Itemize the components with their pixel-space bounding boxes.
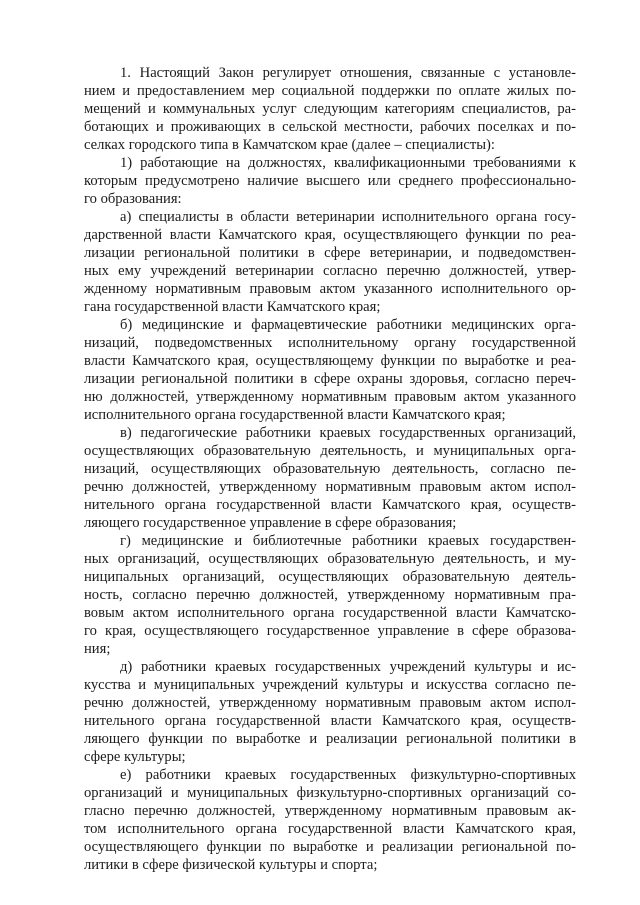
paragraph-p3 [84, 208, 576, 316]
text-line: а) специалисты в области ветеринарии исполнительного органа госу- [120, 209, 576, 225]
text-line: том исполнительного органа государственной власти Камчатского края, [84, 821, 576, 837]
text-line: ность, согласно перечню должностей, утвержденному нормативным пра- [84, 587, 576, 603]
text-line: гана государственной власти Камчатского края; [84, 299, 381, 315]
text-line: литики в сфере физической культуры и спорта; [84, 857, 378, 873]
text-line: которым предусмотрено наличие высшего или среднего профессионально- [84, 173, 576, 189]
text-line: лизации региональной политики в сфере охраны здоровья, согласно переч- [84, 371, 576, 387]
paragraph-p5 [84, 424, 576, 532]
text-line: ния; [84, 641, 111, 657]
text-line: нительного органа государственной власти Камчатского края, осуществ- [84, 713, 576, 729]
text-line: ботающих и проживающих в сельской местности, рабочих поселках и по- [84, 119, 576, 135]
text-line: мещений и коммунальных услуг следующим категориям специалистов, ра- [84, 101, 576, 117]
paragraph-p4 [84, 316, 576, 424]
text-line: ниципальных организаций, осуществляющих образовательную деятель- [84, 569, 576, 585]
text-line: в) педагогические работники краевых государственных организаций, [120, 425, 576, 441]
text-line: ню должностей, утвержденному нормативным правовым актом указанного [84, 389, 576, 405]
text-line: власти Камчатского края, осуществляющему функции по выработке и реа- [84, 353, 576, 369]
paragraph-p1 [84, 64, 576, 154]
text-line: ляющего функции по выработке и реализации региональной политики в [84, 731, 576, 747]
text-line: сфере культуры; [84, 749, 186, 765]
text-line: нием и предоставлением мер социальной поддержки по оплате жилых по- [84, 83, 576, 99]
document-body [84, 64, 576, 874]
text-line: г) медицинские и библиотечные работники краевых государствен- [120, 533, 576, 549]
text-line: лизации региональной политики в сфере ветеринарии, и подведомствен- [84, 245, 576, 261]
paragraph-p6 [84, 532, 576, 658]
text-line: дарственной власти Камчатского края, осуществляющего функции по реа- [84, 227, 576, 243]
text-line: д) работники краевых государственных учреждений культуры и ис- [120, 659, 576, 675]
text-line: вовым актом исполнительного органа государственной власти Камчатско- [84, 605, 576, 621]
text-line: го образования: [84, 191, 182, 207]
text-line: 1. Настоящий Закон регулирует отношения, связанные с установле- [120, 65, 576, 81]
text-line: ных организаций, осуществляющих образовательную деятельность, и му- [84, 551, 576, 567]
text-line: гласно перечню должностей, утвержденному нормативным правовым ак- [84, 803, 576, 819]
text-line: речню должностей, утвержденному нормативным правовым актом испол- [84, 695, 576, 711]
text-line: низаций, подведомственных исполнительному органу государственной [84, 335, 576, 351]
paragraph-p8 [84, 766, 576, 874]
text-line: б) медицинские и фармацевтические работники медицинских орга- [120, 317, 576, 333]
text-line: низаций, осуществляющих образовательную деятельность, согласно пе- [84, 461, 576, 477]
text-line: нительного органа государственной власти Камчатского края, осуществ- [84, 497, 576, 513]
text-line: жденному нормативным правовым актом указанного исполнительного ор- [84, 281, 576, 297]
text-line: исполнительного органа государственной власти Камчатского края; [84, 407, 506, 423]
paragraph-p7 [84, 658, 576, 766]
text-line: осуществляющих образовательную деятельность, и муниципальных орга- [84, 443, 576, 459]
text-line: осуществляющего функции по выработке и реализации региональной по- [84, 839, 576, 855]
text-line: е) работники краевых государственных физкультурно-спортивных [120, 767, 576, 783]
text-line: ляющего государственное управление в сфере образования; [84, 515, 457, 531]
text-line: 1) работающие на должностях, квалификационными требованиями к [120, 155, 576, 171]
text-line: речню должностей, утвержденному нормативным правовым актом испол- [84, 479, 576, 495]
text-line: ных ему учреждений ветеринарии согласно перечню должностей, утвер- [84, 263, 576, 279]
text-line: го края, осуществляющего государственное управление в сфере образова- [84, 623, 576, 639]
text-line: организаций и муниципальных физкультурно-спортивных организаций со- [84, 785, 576, 801]
text-line: селках городского типа в Камчатском крае (далее – специалисты): [84, 137, 495, 153]
text-line: кусства и муниципальных учреждений культуры и искусства согласно пе- [84, 677, 576, 693]
paragraph-p2 [84, 154, 576, 208]
